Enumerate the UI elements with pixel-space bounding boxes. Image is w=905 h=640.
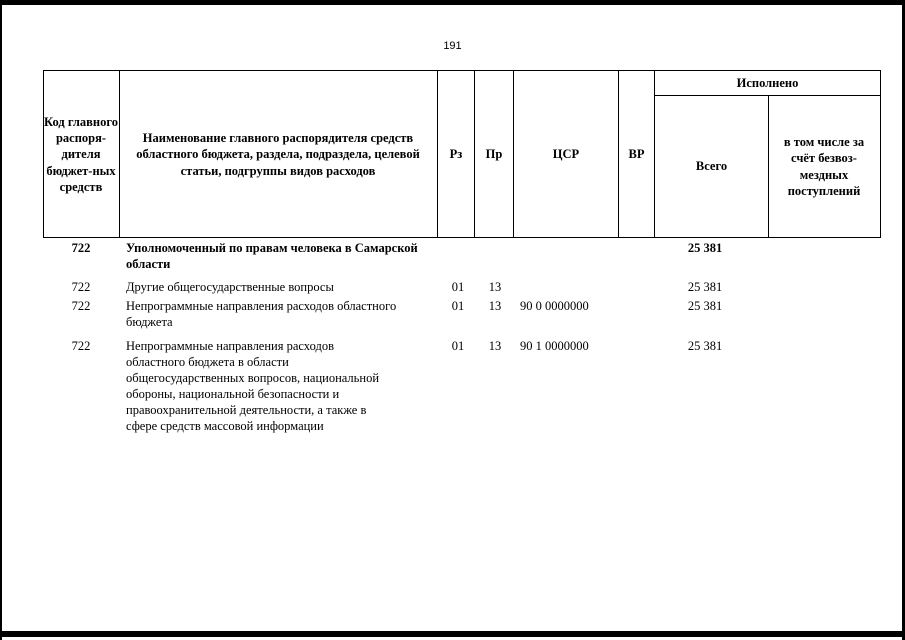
cell-csr: 90 0 0000000: [520, 299, 589, 313]
cell-pr: 13: [488, 280, 502, 294]
cell-name: Уполномоченный по правам человека в Самарской области: [126, 241, 418, 271]
header-bottom-line: [43, 237, 881, 238]
scan-border-top: [0, 0, 905, 5]
header-total: Всего: [695, 159, 728, 174]
header-executed: Исполнено: [736, 75, 799, 90]
cell-name: Непрограммные направления расходов областного бюджета в области общегосударственных вопросов, национальной обороны, национальной безопасности и правоохранительной деятельности, а также в сфере средств массовой информации: [126, 339, 380, 433]
header-code: Код главного распоря-дителя бюджет-ных средств: [44, 114, 118, 194]
cell-pr: 13: [488, 299, 502, 313]
header-pr: Пр: [485, 147, 503, 162]
header-non-refundable: в том числе за счёт безвоз-мездных поступлений: [783, 135, 865, 198]
col-line: [768, 95, 769, 238]
cell-total: 25 381: [687, 299, 723, 313]
header-vr: ВР: [628, 147, 645, 162]
cell-total: 25 381: [687, 280, 723, 294]
cell-rz: 01: [451, 339, 465, 353]
col-line: [119, 70, 120, 238]
cell-code: 722: [71, 241, 91, 255]
header-csr: ЦСР: [552, 147, 580, 162]
cell-total: 25 381: [687, 241, 723, 255]
cell-pr: 13: [488, 339, 502, 353]
header-name: Наименование главного распорядителя средств областного бюджета, раздела, подраздела, целевой статьи, подгруппы видов расходов: [136, 131, 420, 178]
page-number: 191: [443, 40, 462, 52]
cell-total: 25 381: [687, 339, 723, 353]
header-rz: Рз: [449, 147, 463, 162]
cell-name: Другие общегосударственные вопросы: [126, 280, 334, 294]
col-line: [880, 70, 881, 238]
cell-name: Непрограммные направления расходов областного бюджета: [126, 299, 397, 329]
cell-code: 722: [71, 339, 91, 353]
scan-border-bottom: [0, 631, 905, 637]
cell-code: 722: [71, 280, 91, 294]
cell-csr: 90 1 0000000: [520, 339, 589, 353]
cell-rz: 01: [451, 299, 465, 313]
cell-rz: 01: [451, 280, 465, 294]
scan-border-left: [0, 0, 2, 640]
cell-code: 722: [71, 299, 91, 313]
